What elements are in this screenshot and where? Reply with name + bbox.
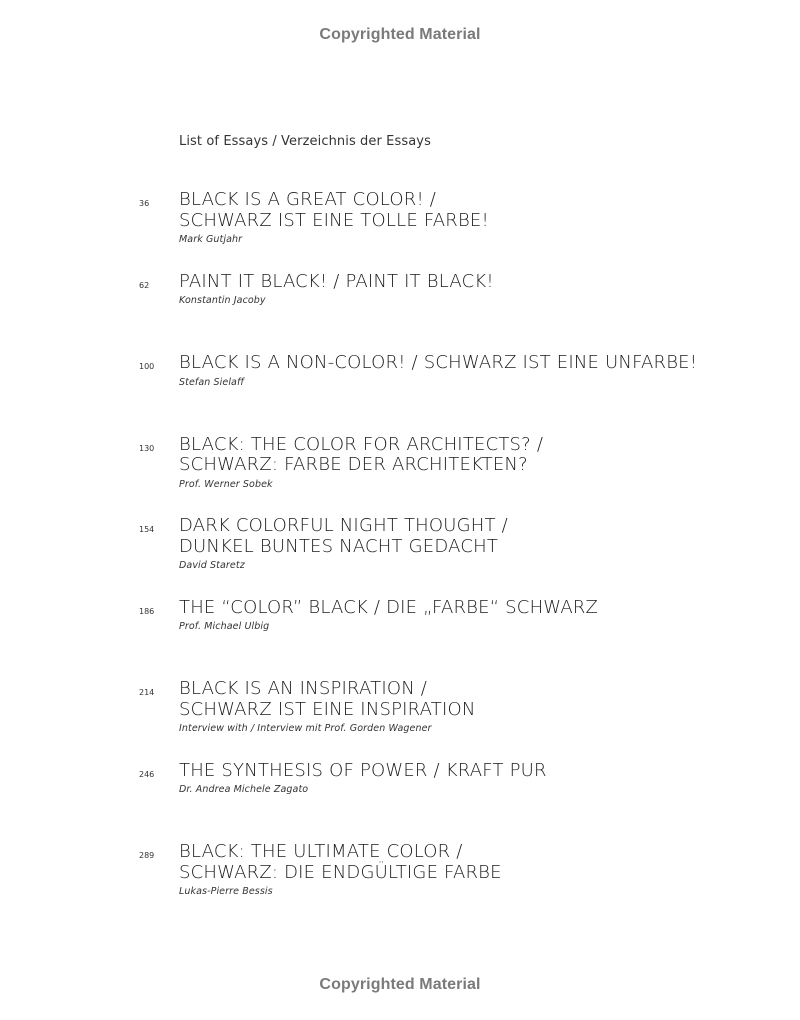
essay-title-line: BLACK IS A NON-COLOR! / SCHWARZ IST EINE UNFARBE!: [179, 352, 698, 373]
copyright-watermark-top: Copyrighted Material: [319, 26, 481, 43]
essay-author: Dr. Andrea Michele Zagato: [179, 784, 309, 795]
page-number: 100: [139, 362, 155, 371]
essay-author: Konstantin Jacoby: [179, 295, 266, 306]
essay-author: Stefan Sielaff: [179, 376, 244, 388]
essay-title-line: SCHWARZ: FARBE DER ARCHITEKTEN?: [179, 454, 528, 475]
page-number: 36: [139, 199, 150, 208]
essay-author: Interview with / Interview mit Prof. Gorden Wagener: [179, 723, 432, 734]
essay-title-line: THE “COLOR” BLACK / DIE „FARBE“ SCHWARZ: [179, 596, 599, 618]
toc-entry: [0, 679, 800, 761]
essay-title-line: PAINT IT BLACK! / PAINT IT BLACK!: [179, 270, 494, 292]
entry-body: [179, 190, 779, 245]
essay-author: Prof. Werner Sobek: [179, 478, 273, 490]
essay-title-line: BLACK: THE COLOR FOR ARCHITECTS? /: [179, 433, 544, 455]
page-number: 246: [139, 769, 155, 779]
toc-entry: [0, 272, 800, 354]
entry-body: [179, 516, 779, 571]
page-number: 289: [139, 851, 155, 860]
essay-title-line: BLACK IS A GREAT COLOR! /: [179, 189, 437, 210]
entry-body: [179, 761, 779, 796]
essay-title-line: DUNKEL BUNTES NACHT GEDACHT: [179, 535, 499, 557]
essay-author: Prof. Michael Ulbig: [179, 621, 270, 632]
table-of-contents: [0, 190, 800, 924]
page-number: 62: [139, 280, 150, 290]
toc-entry: [0, 842, 800, 924]
essay-title-line: BLACK: THE ULTIMATE COLOR /: [179, 841, 463, 862]
essay-author: Mark Gutjahr: [179, 234, 243, 245]
essay-author: Lukas-Pierre Bessis: [179, 886, 273, 897]
toc-entry: [0, 598, 800, 680]
entry-body: [179, 598, 779, 633]
page-number: 154: [139, 525, 155, 534]
toc-entry: [0, 353, 800, 435]
essay-title-line: BLACK IS AN INSPIRATION /: [179, 678, 428, 699]
page-number: 214: [139, 688, 155, 697]
toc-entry: [0, 516, 800, 598]
copyright-watermark-bottom: Copyrighted Material: [319, 976, 481, 993]
essay-title-line: SCHWARZ: DIE ENDGÜLTIGE FARBE: [179, 861, 502, 883]
entry-body: [179, 435, 779, 490]
essay-title-line: DARK COLORFUL NIGHT THOUGHT /: [179, 515, 508, 536]
page-number: 186: [139, 606, 155, 616]
entry-body: [179, 353, 779, 388]
list-title: List of Essays / Verzeichnis der Essays: [179, 134, 431, 149]
toc-entry: [0, 435, 800, 517]
essay-title-line: SCHWARZ IST EINE INSPIRATION: [179, 698, 476, 720]
essay-author: David Staretz: [179, 560, 245, 571]
page-number: 130: [139, 443, 155, 453]
essay-title-line: THE SYNTHESIS OF POWER / KRAFT PUR: [179, 759, 547, 781]
toc-entry: [0, 761, 800, 843]
essay-title-line: SCHWARZ IST EINE TOLLE FARBE!: [179, 209, 489, 231]
entry-body: [179, 679, 779, 734]
entry-body: [179, 842, 779, 897]
entry-body: [179, 272, 779, 307]
toc-entry: [0, 190, 800, 272]
